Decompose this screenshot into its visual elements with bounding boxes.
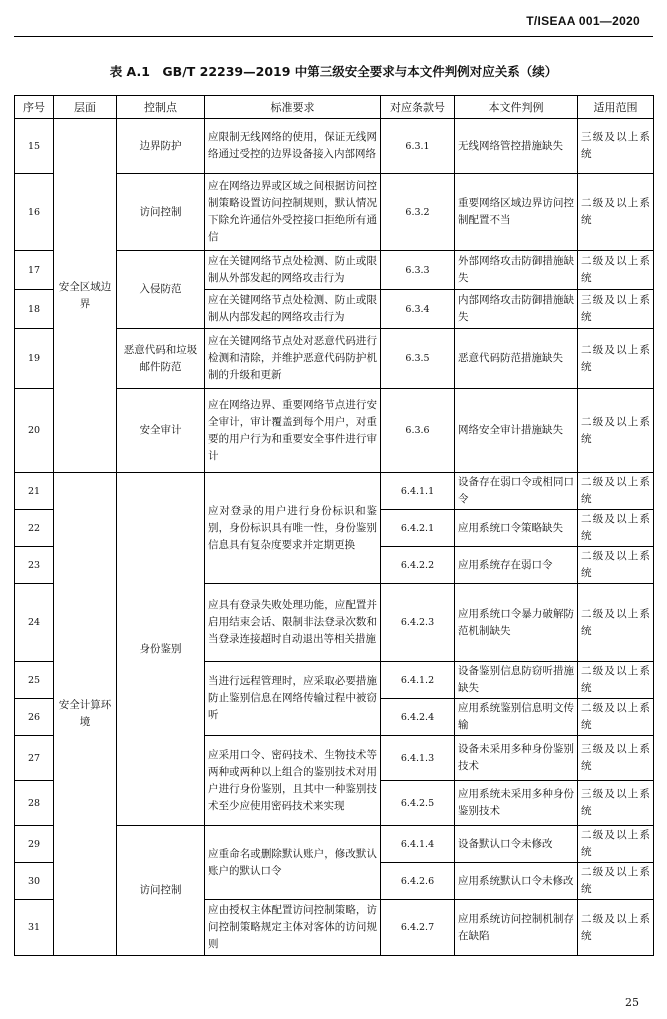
scope-cell: 二级及以上系统: [578, 900, 654, 956]
control-cell: 恶意代码和垃圾邮件防范: [117, 329, 205, 389]
control-cell: 身份鉴别: [117, 473, 205, 826]
requirement-cell: 应由授权主体配置访问控制策略，访问控制策略规定主体对客体的访问规则: [205, 900, 381, 956]
requirement-cell: 应重命名或删除默认账户，修改默认账户的默认口令: [205, 826, 381, 900]
scope-cell: 三级及以上系统: [578, 290, 654, 329]
requirements-table: [14, 95, 654, 956]
row-number: 23: [15, 547, 54, 584]
scope-cell: 三级及以上系统: [578, 736, 654, 781]
judgment-cell: 网络安全审计措施缺失: [455, 389, 578, 473]
row-number: 17: [15, 251, 54, 290]
judgment-cell: 重要网络区域边界访问控制配置不当: [455, 174, 578, 251]
col-header-layer: 层面: [54, 96, 117, 119]
judgment-cell: 应用系统访问控制机制存在缺陷: [455, 900, 578, 956]
clause-cell: 6.3.4: [381, 290, 455, 329]
scope-cell: 二级及以上系统: [578, 510, 654, 547]
control-cell: 安全审计: [117, 389, 205, 473]
clause-cell: 6.3.6: [381, 389, 455, 473]
clause-cell: 6.4.1.2: [381, 662, 455, 699]
row-number: 22: [15, 510, 54, 547]
row-number: 25: [15, 662, 54, 699]
requirement-cell: 应在关键网络节点处检测、防止或限制从外部发起的网络攻击行为: [205, 251, 381, 290]
judgment-cell: 应用系统口令策略缺失: [455, 510, 578, 547]
row-number: 20: [15, 389, 54, 473]
judgment-cell: 应用系统口令暴力破解防范机制缺失: [455, 584, 578, 662]
scope-cell: 二级及以上系统: [578, 699, 654, 736]
scope-cell: 二级及以上系统: [578, 174, 654, 251]
judgment-cell: 恶意代码防范措施缺失: [455, 329, 578, 389]
clause-cell: 6.4.1.4: [381, 826, 455, 863]
clause-cell: 6.4.2.7: [381, 900, 455, 956]
requirement-cell: 应在网络边界或区域之间根据访问控制策略设置访问控制规则，默认情况下除允许通信外受控接口拒绝所有通信: [205, 174, 381, 251]
row-number: 24: [15, 584, 54, 662]
scope-cell: 二级及以上系统: [578, 473, 654, 510]
clause-cell: 6.3.1: [381, 119, 455, 174]
col-header-judgment: 本文件判例: [455, 96, 578, 119]
clause-cell: 6.4.2.5: [381, 781, 455, 826]
scope-cell: 二级及以上系统: [578, 547, 654, 584]
judgment-cell: 无线网络管控措施缺失: [455, 119, 578, 174]
clause-cell: 6.4.2.6: [381, 863, 455, 900]
layer-cell: 安全计算环境: [54, 473, 117, 956]
header-rule: [14, 36, 653, 37]
requirement-cell: 应在关键网络节点处检测、防止或限制从内部发起的网络攻击行为: [205, 290, 381, 329]
col-header-num: 序号: [15, 96, 54, 119]
table-header-row: [15, 96, 654, 119]
document-id: T/ISEAA 001—2020: [526, 14, 640, 28]
page-number: 25: [625, 996, 639, 1009]
table-caption: 表 A.1 GB/T 22239—2019 中第三级安全要求与本文件判例对应关系（续）: [109, 64, 558, 79]
scope-cell: 二级及以上系统: [578, 389, 654, 473]
col-header-scope: 适用范围: [578, 96, 654, 119]
clause-cell: 6.3.5: [381, 329, 455, 389]
judgment-cell: 应用系统鉴别信息明文传输: [455, 699, 578, 736]
requirement-cell: 应对登录的用户进行身份标识和鉴别，身份标识具有唯一性，身份鉴别信息具有复杂度要求并定期更换: [205, 473, 381, 584]
col-header-requirement: 标准要求: [205, 96, 381, 119]
row-number: 15: [15, 119, 54, 174]
layer-cell: 安全区域边界: [54, 119, 117, 473]
clause-cell: 6.4.2.2: [381, 547, 455, 584]
row-number: 30: [15, 863, 54, 900]
requirement-cell: 应限制无线网络的使用，保证无线网络通过受控的边界设备接入内部网络: [205, 119, 381, 174]
scope-cell: 二级及以上系统: [578, 251, 654, 290]
row-number: 21: [15, 473, 54, 510]
clause-cell: 6.4.2.1: [381, 510, 455, 547]
clause-cell: 6.4.1.3: [381, 736, 455, 781]
scope-cell: 二级及以上系统: [578, 329, 654, 389]
table-row: [15, 119, 654, 174]
table-row: [15, 473, 654, 510]
control-cell: 访问控制: [117, 174, 205, 251]
judgment-cell: 设备未采用多种身份鉴别技术: [455, 736, 578, 781]
requirement-cell: 应在关键网络节点处对恶意代码进行检测和清除，并维护恶意代码防护机制的升级和更新: [205, 329, 381, 389]
row-number: 29: [15, 826, 54, 863]
judgment-cell: 设备默认口令未修改: [455, 826, 578, 863]
row-number: 19: [15, 329, 54, 389]
judgment-cell: 外部网络攻击防御措施缺失: [455, 251, 578, 290]
requirement-cell: 当进行远程管理时，应采取必要措施防止鉴别信息在网络传输过程中被窃听: [205, 662, 381, 736]
scope-cell: 二级及以上系统: [578, 863, 654, 900]
col-header-clause: 对应条款号: [381, 96, 455, 119]
judgment-cell: 设备存在弱口令或相同口令: [455, 473, 578, 510]
row-number: 16: [15, 174, 54, 251]
judgment-cell: 设备鉴别信息防窃听措施缺失: [455, 662, 578, 699]
judgment-cell: 应用系统默认口令未修改: [455, 863, 578, 900]
control-cell: 访问控制: [117, 826, 205, 956]
row-number: 31: [15, 900, 54, 956]
row-number: 26: [15, 699, 54, 736]
requirement-cell: 应采用口令、密码技术、生物技术等两种或两种以上组合的鉴别技术对用户进行身份鉴别，且其中一种鉴别技术至少应使用密码技术来实现: [205, 736, 381, 826]
scope-cell: 三级及以上系统: [578, 119, 654, 174]
clause-cell: 6.4.2.4: [381, 699, 455, 736]
clause-cell: 6.4.2.3: [381, 584, 455, 662]
clause-cell: 6.3.2: [381, 174, 455, 251]
scope-cell: 三级及以上系统: [578, 781, 654, 826]
row-number: 18: [15, 290, 54, 329]
col-header-control: 控制点: [117, 96, 205, 119]
scope-cell: 二级及以上系统: [578, 662, 654, 699]
judgment-cell: 应用系统存在弱口令: [455, 547, 578, 584]
row-number: 27: [15, 736, 54, 781]
control-cell: 边界防护: [117, 119, 205, 174]
scope-cell: 二级及以上系统: [578, 584, 654, 662]
requirement-cell: 应具有登录失败处理功能，应配置并启用结束会话、限制非法登录次数和当登录连接超时自动退出等相关措施: [205, 584, 381, 662]
judgment-cell: 内部网络攻击防御措施缺失: [455, 290, 578, 329]
scope-cell: 二级及以上系统: [578, 826, 654, 863]
row-number: 28: [15, 781, 54, 826]
clause-cell: 6.3.3: [381, 251, 455, 290]
control-cell: 入侵防范: [117, 251, 205, 329]
judgment-cell: 应用系统未采用多种身份鉴别技术: [455, 781, 578, 826]
clause-cell: 6.4.1.1: [381, 473, 455, 510]
requirement-cell: 应在网络边界、重要网络节点进行安全审计，审计覆盖到每个用户，对重要的用户行为和重要安全事件进行审计: [205, 389, 381, 473]
